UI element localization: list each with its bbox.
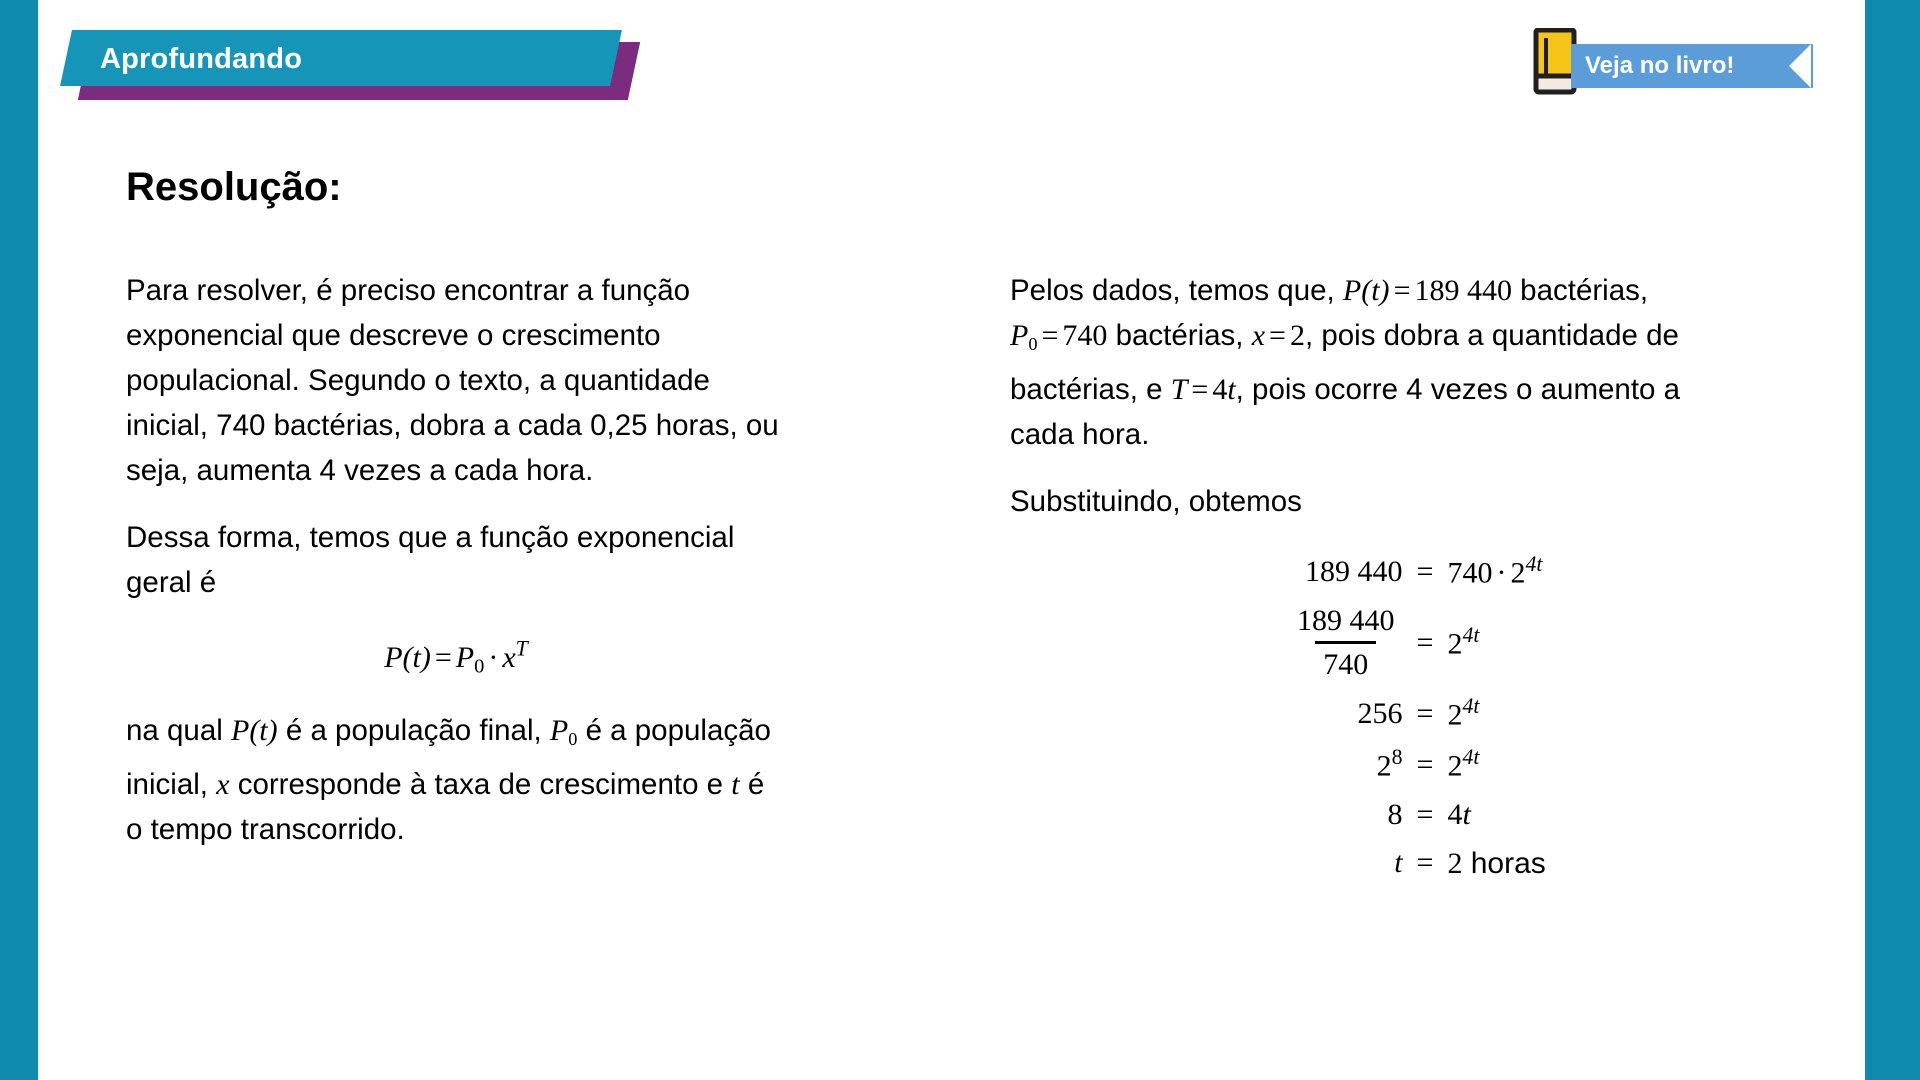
rp1-eq-3: = <box>1269 319 1286 352</box>
eq4-lhs-base: 2 <box>1376 749 1392 783</box>
eq1-rhs-base: 2 <box>1510 556 1526 590</box>
lp3-text-5: é o tempo transcorrido. <box>126 768 765 847</box>
rp1-eq-2: = <box>1041 319 1059 352</box>
rp1-math-arg: (t) <box>1361 274 1390 307</box>
eq6-rhs-value: 2 <box>1447 846 1463 880</box>
eq2-rhs-base: 2 <box>1447 627 1463 661</box>
section-banner <box>56 16 676 100</box>
eq5-rhs-coef: 4 <box>1447 797 1463 831</box>
eq6-lhs-var: t <box>1394 846 1403 880</box>
rp1-math-x: x <box>1251 319 1266 352</box>
eq2-denominator: 740 <box>1315 641 1376 681</box>
rp1-math-P: P <box>1342 274 1362 307</box>
rp1-text-3: bactérias, <box>1107 319 1252 352</box>
page-title: Resolução: <box>126 165 342 209</box>
eq5-rhs-var: t <box>1462 797 1471 831</box>
formula-lhs-fn: P <box>384 641 403 675</box>
formula-dot: · <box>488 641 499 675</box>
eq5-operator: = <box>1416 797 1434 831</box>
rp1-val-1: 189 440 <box>1414 274 1512 307</box>
eq1-rhs-dot: · <box>1496 556 1507 590</box>
rp1-val-4a: 4 <box>1212 373 1228 407</box>
eq1-operator: = <box>1416 554 1434 588</box>
lp3-text-4: corresponde à taxa de crescimento e <box>229 768 732 802</box>
eq3-lhs: 256 <box>1357 696 1403 730</box>
eq1-rhs-exp: 4t <box>1525 552 1543 577</box>
formula-rhs-exp: T <box>515 637 528 661</box>
formula-rhs-base: P <box>455 641 475 675</box>
eq4-lhs-exp: 8 <box>1391 745 1403 770</box>
left-paragraph-3 <box>126 708 786 852</box>
formula-rhs-var: x <box>502 641 516 675</box>
eq2-rhs-exp: 4t <box>1462 623 1480 648</box>
equation-row-2 <box>1010 597 1730 688</box>
equation-row-6 <box>1010 839 1730 888</box>
lp3-text-1: na qual <box>126 714 231 748</box>
lp3-math-x: x <box>216 768 230 802</box>
formula-rhs-sub: 0 <box>474 656 485 679</box>
right-paragraph-1 <box>1010 268 1730 457</box>
eq4-rhs-exp: 4t <box>1462 745 1480 770</box>
rp1-val-4b: t <box>1227 373 1236 407</box>
see-in-book-link[interactable] <box>1533 28 1863 100</box>
eq5-lhs: 8 <box>1387 797 1403 831</box>
general-exponential-formula <box>126 627 786 690</box>
left-paragraph-2: Dessa forma, temos que a função exponencial geral é <box>126 521 735 599</box>
solution-equation-stack <box>1010 546 1730 887</box>
right-edge-bar <box>1865 0 1920 1080</box>
rp1-text-4: , pois dobra a quantidade de bactérias, e <box>1010 319 1679 407</box>
ribbon-notch <box>1789 44 1811 88</box>
eq4-rhs-base: 2 <box>1447 749 1463 783</box>
closed-book-icon <box>1533 28 1577 96</box>
formula-lhs-arg: (t) <box>402 641 431 675</box>
eq1-lhs: 189 440 <box>1305 554 1403 588</box>
rp1-math-P0-sub: 0 <box>1028 334 1038 355</box>
eq1-rhs-coef: 740 <box>1447 556 1493 590</box>
rp1-text-5: , pois ocorre 4 vezes o aumento a cada hora. <box>1010 373 1681 452</box>
lp3-math-arg: (t) <box>249 714 278 748</box>
left-paragraph-1: Para resolver, é preciso encontrar a função exponencial que descreve o crescimento populacional. Segundo o texto, a quantidade inicial, 740 bactérias, dobra a cada 0,25 horas, ou seja, aumenta 4 vezes a cada hora. <box>126 274 779 487</box>
rp1-text-1: Pelos dados, temos que, <box>1010 274 1343 307</box>
lp3-math-t: t <box>731 768 740 802</box>
rp1-text-2: bactérias, <box>1511 274 1649 307</box>
left-column <box>126 268 786 852</box>
eq2-numerator: 189 440 <box>1297 604 1395 638</box>
rp1-val-2: 740 <box>1062 319 1108 352</box>
lp3-text-2: é a população final, <box>277 714 550 748</box>
rp1-val-3: 2 <box>1289 319 1305 352</box>
banner-title: Aprofundando <box>100 43 303 75</box>
eq6-operator: = <box>1416 846 1434 880</box>
rp1-math-T: T <box>1170 373 1188 407</box>
equation-row-4 <box>1010 739 1730 790</box>
rp1-eq-1: = <box>1393 274 1411 307</box>
lp3-math-P0-sub: 0 <box>568 729 578 750</box>
eq3-rhs-base: 2 <box>1447 698 1463 732</box>
eq3-operator: = <box>1416 696 1434 730</box>
equation-row-3 <box>1010 688 1730 739</box>
lp3-math-P0: P <box>549 714 569 748</box>
right-column <box>1010 268 1730 887</box>
eq6-rhs-unit: horas <box>1470 846 1546 880</box>
right-paragraph-2: Substituindo, obtemos <box>1010 485 1302 519</box>
eq3-rhs-exp: 4t <box>1462 694 1480 719</box>
left-edge-bar <box>0 0 38 1080</box>
eq2-fraction <box>1289 604 1403 681</box>
formula-equals: = <box>434 641 452 675</box>
lp3-math-P: P <box>230 714 250 748</box>
rp1-eq-4: = <box>1191 373 1209 407</box>
eq4-operator: = <box>1416 747 1434 781</box>
equation-row-1 <box>1010 546 1730 597</box>
rp1-math-P0: P <box>1010 319 1029 352</box>
eq2-operator: = <box>1416 625 1434 659</box>
lp3-text-3: é a população inicial, <box>126 714 771 802</box>
see-in-book-label: Veja no livro! <box>1585 52 1735 79</box>
equation-row-5 <box>1010 790 1730 839</box>
